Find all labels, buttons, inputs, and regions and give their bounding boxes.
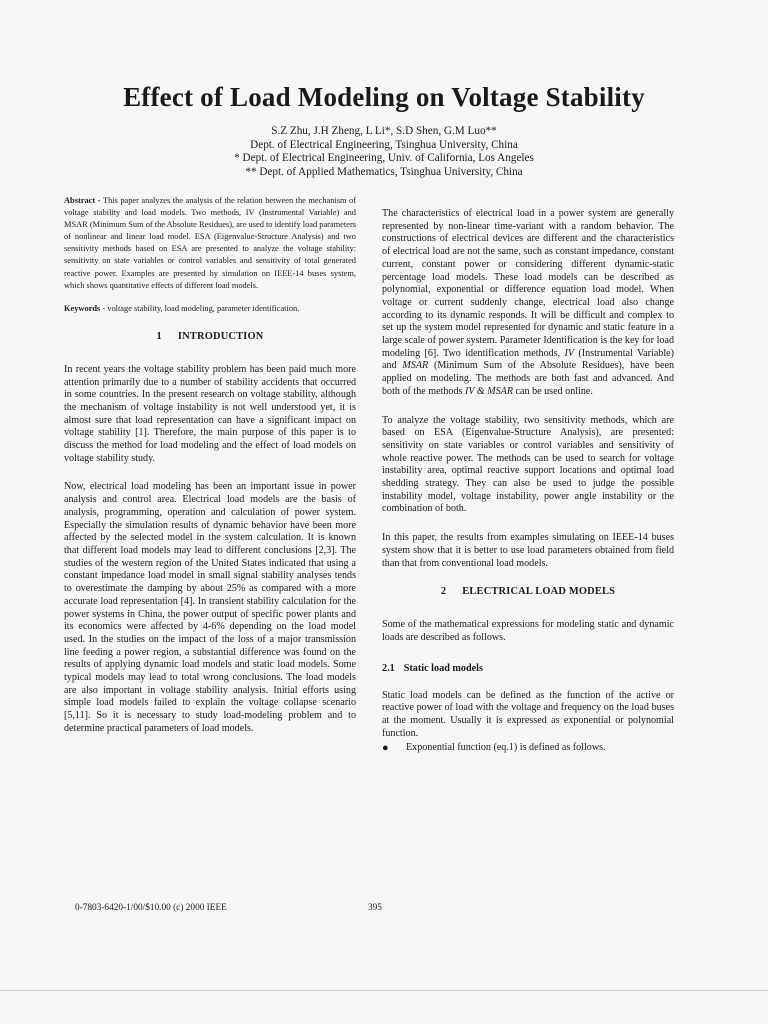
scan-edge-divider: [0, 990, 768, 991]
affiliation-3: ** Dept. of Applied Mathematics, Tsinghua University, China: [245, 165, 523, 178]
iv-msar-term: IV & MSAR: [464, 385, 514, 397]
intro-paragraph-5: In this paper, the results from examples simulating on IEEE-14 buses system show that it is better to use load parameters obtained from field than that from conventional load models.: [382, 532, 674, 569]
affiliation-2: * Dept. of Electrical Engineering, Univ. of California, Los Angeles: [234, 152, 534, 165]
author-names: S.Z Zhu, J.H Zheng, L Li*, S.D Shen, G.M Luo**: [271, 125, 497, 137]
right-column: [382, 208, 674, 754]
static-models-paragraph: Static load models can be defined as the function of the active or reactive power of load with the voltage and frequency on the load buses at the moment. Usually it is expressed as exponential or polynomial function.: [382, 689, 674, 739]
iv-term: IV: [564, 347, 575, 359]
keywords: [64, 303, 356, 315]
bullet-icon: ●: [382, 741, 389, 754]
abstract-label: Abstract -: [64, 196, 103, 205]
load-models-paragraph-1: Some of the mathematical expressions for modeling static and dynamic loads are described as follows.: [382, 619, 674, 643]
bullet-item: [382, 742, 674, 755]
bullet-text: Exponential function (eq.1) is defined as follows.: [406, 741, 606, 753]
keywords-label: Keywords: [64, 303, 101, 313]
copyright-line: 0-7803-6420-1/00/$10.00 (c) 2000 IEEE: [75, 903, 227, 913]
subsection-number: 2.1: [382, 662, 395, 674]
section-heading-load-models: [382, 586, 674, 597]
keywords-separator: -: [100, 303, 108, 313]
section-number: 2: [440, 586, 447, 598]
msar-term: MSAR: [402, 360, 429, 372]
intro-paragraph-3: The characteristics of electrical load in a power system are generally represented by non-linear time-variant with a random behavior. The constructions of electrical devices are different and the characteristics of electrical load are not the same, such as constant impedance, constant current, constant power or considering different dynamic-static percentage load models. These load models can be described as polynomial, exponential or difference equation load model. When voltage or current suddenly change, electrical load also change according to its dynamic responds. It will be difficult and complex to set up the system model represented for dynamic and static feature in a large scale of power system. Parameter Identification is the key for load modeling [6]. Two identification methods, IV (Instrumental Variable) and MSAR (Minimum Sum of the Absolute Residues), have been applied on modeling. The methods are both fast and advanced. And both of the methods IV & MSAR can be used online.: [382, 208, 675, 397]
intro-paragraph-4: To analyze the voltage stability, two sensitivity methods, which are based on ESA (Eigenvalue-Structure Analysis), are presented: sensitivity on state variables or control variables and sensitivity of whole reactive power. The methods can be used to search for voltage instability area, optimal reactive support locations and optimal load shedding strategy. They can also be used to judge the possible instability model, voltage instability, power angle instability or the combination of both.: [382, 414, 674, 515]
abstract-paragraph: [64, 195, 356, 292]
intro-paragraph-2: Now, electrical load modeling has been an important issue in power analysis and control area. Electrical load models are the basis of analysis, programming, operation and calculation of power system. Especially the simulation results of dynamic behavior have been more affected by the selected model in the system calculation. It is known that different load models may lead to different conclusions [2,3]. The studies of the western region of the United States indicated that using a constant impedance load model in small signal stability analyses tends to overestimate the damping by about 25% as compared with a more accurate load representation [4]. In transient stability calculation for the power systems in China, the power output of specific power plants and its economics were affected by 4-6% depending on the load model used. In the studies on the impact of the loss of a major transmission line feeding a power region, a substantial difference was found on the results of applying dynamic load models and static load models. Some typical models may lead to total wrong conclusions. The load models are also important in voltage stability analysis. Initial efforts using simple load models failed to explain the voltage collapse scenario [5,11]. So it is necessary to study load-modeling problem and to determine practical parameters of load models.: [64, 481, 356, 734]
author-block: [0, 125, 768, 179]
abstract: [64, 195, 356, 292]
keywords-text: voltage stability, load modeling, parameter identification.: [107, 303, 300, 313]
subsection-title: Static load models: [403, 662, 483, 674]
intro-paragraph-1: In recent years the voltage stability problem has been paid much more attention primarily due to a number of stability accidents that occurred in some countries. In the present research on voltage stability, although the mechanism of voltage instability is not well understood yet, it is almost sure that load representation can have a significant impact on voltage stability [1]. Therefore, the main purpose of this paper is to discuss the method for load modeling and the effect of load models on voltage stability study.: [64, 363, 356, 464]
section-title: INTRODUCTION: [177, 330, 264, 342]
page-number: 395: [368, 903, 382, 913]
section-title: ELECTRICAL LOAD MODELS: [462, 586, 616, 598]
keywords-paragraph: [64, 303, 356, 315]
subsection-heading-static: [382, 663, 674, 674]
section-number: 1: [156, 330, 162, 342]
left-column: [64, 195, 356, 736]
paper-title: Effect of Load Modeling on Voltage Stability: [123, 82, 645, 112]
section-heading-introduction: [64, 331, 356, 342]
abstract-text: This paper analyzes the analysis of the relation between the mechanism of voltage stability and load models. Two methods, IV (Instrumental Variable) and MSAR (Minimum Sum of the Absolute Residues), are used to identify load parameters of nonlinear and linear load model. ESA (Eigenvalue-Structure Analysis) and two sensitivity methods based on ESA are presented to analyze the voltage stability: sensitivity on state variables or control variables and sensitivity of total generated reactive power. Examples are presented by simulation on IEEE-14 buses system, which shows quantitative effects of different load models.: [64, 196, 356, 290]
affiliation-1: Dept. of Electrical Engineering, Tsinghua University, China: [250, 138, 518, 151]
